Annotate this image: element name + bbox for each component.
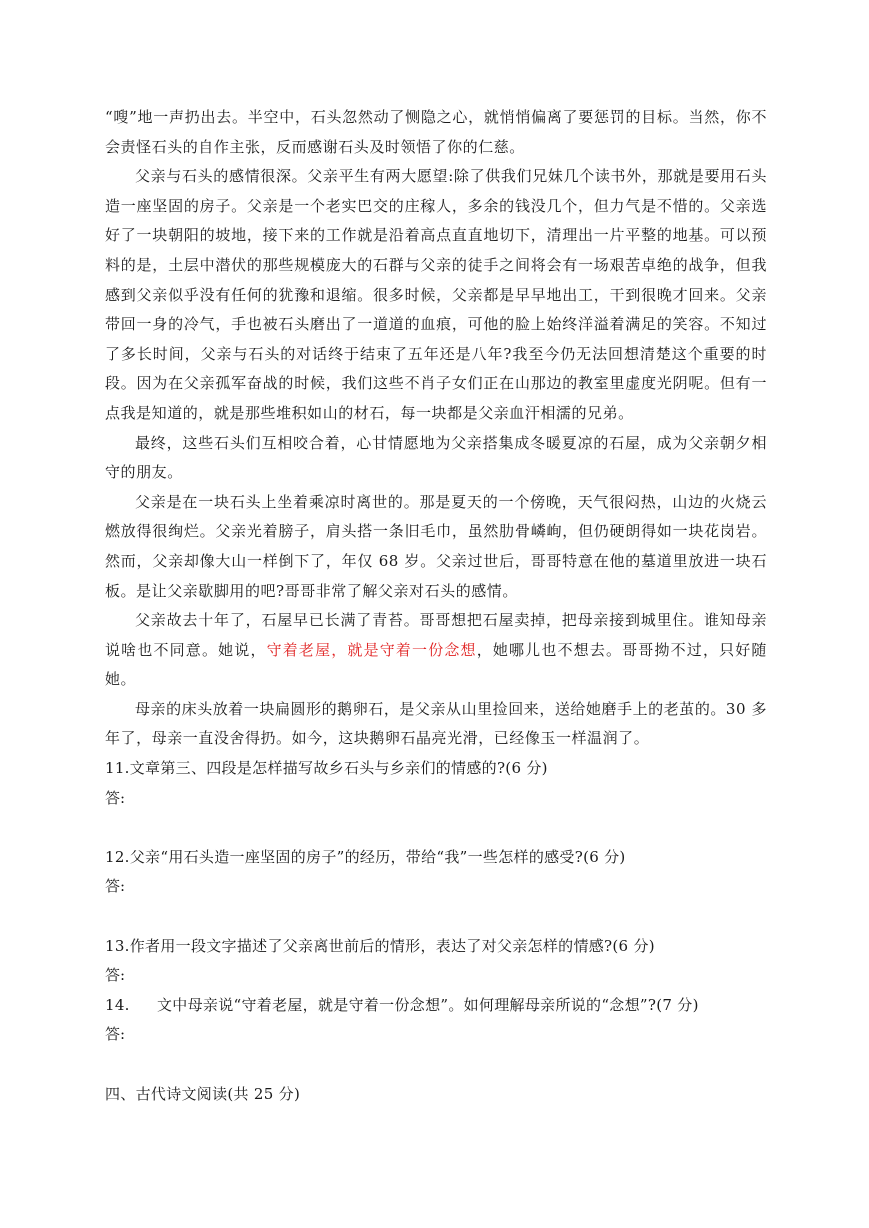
answer-space-12[interactable] <box>105 902 767 932</box>
passage-paragraph-6: 母亲的床头放着一块扁圆形的鹅卵石，是父亲从山里捡回来，送给她磨手上的老茧的。30 多年了，母亲一直没舍得扔。如今，这块鹅卵石晶亮光滑，已经像玉一样温润了。 <box>105 699 767 748</box>
answer-space-14[interactable] <box>105 1050 767 1080</box>
answer-label-13: 答: <box>105 966 126 985</box>
answer-space-11[interactable] <box>105 813 767 843</box>
passage-paragraph-2: 父亲与石头的感情很深。父亲平生有两大愿望:除了供我们兄妹几个读书外，那就是要用石头造一座坚固的房子。父亲是一个老实巴交的庄稼人，多余的钱没几个，但力气是不惜的。父亲选好了一块朝阳的坡地，接下来的工作就是沿着高点直直地切下，清理出一片平整的地基。可以预料的是，土层中潜伏的那些规模庞大的石群与父亲的徒手之间将会有一场艰苦卓绝的战争，但我感到父亲似乎没有任何的犹豫和退缩。很多时候，父亲都是早早地出工，干到很晚才回来。父亲带回一身的冷气，手也被石头磨出了一道道的血痕，可他的脸上始终洋溢着满足的笑容。不知过了多长时间，父亲与石头的对话终于结束了五年还是八年?我至今仍无法回想清楚这个重要的时段。因为在父亲孤军奋战的时候，我们这些不肖子女们正在山那边的教室里虚度光阴呢。但有一点我是知道的，就是那些堆积如山的材石，每一块都是父亲血汗相濡的兄弟。 <box>105 167 767 422</box>
question-12: 12.父亲“用石头造一座坚固的房子”的经历，带给“我”一些怎样的感受?(6 分) <box>105 847 626 866</box>
question-13: 13.作者用一段文字描述了父亲离世前后的情形，表达了对父亲怎样的情感?(6 分) <box>105 936 655 955</box>
answer-label-14: 答: <box>105 1025 126 1044</box>
answer-label-11: 答: <box>105 788 126 807</box>
document-page <box>105 103 767 1109</box>
passage-paragraph-5 <box>105 606 767 695</box>
question-11: 11.文章第三、四段是怎样描写故乡石头与乡亲们的情感的?(6 分) <box>105 759 548 778</box>
section-title: 四、古代诗文阅读(共 25 分) <box>105 1084 301 1103</box>
paragraph-5-text-end: ，她哪儿也不想去。哥哥拗不过，只好随她。 <box>105 640 767 689</box>
passage-paragraph-4: 父亲是在一块石头上坐着乘凉时离世的。那是夏天的一个傍晚，天气很闷热，山边的火烧云燃放得很绚烂。父亲光着膀子，肩头搭一条旧毛巾，虽然肋骨嶙峋，但仍硬朗得如一块花岗岩。然而，父亲却像大山一样倒下了，年仅 68 岁。父亲过世后，哥哥特意在他的墓道里放进一块石板。是让父亲歇脚用的吧?哥哥非常了解父亲对石头的感情。 <box>105 492 767 600</box>
answer-label-12: 答: <box>105 877 126 896</box>
question-14-text: 文中母亲说“守着老屋，就是守着一份念想”。如何理解母亲所说的“念想”?(7 分) <box>157 995 699 1014</box>
passage-paragraph-1: “嗖”地一声扔出去。半空中，石头忽然动了恻隐之心，就悄悄偏离了要惩罚的目标。当然，你不会责怪石头的自作主张，反而感谢石头及时领悟了你的仁慈。 <box>105 108 767 156</box>
question-14-number: 14. <box>105 995 130 1014</box>
paragraph-5-text-start: 父亲故去十年了，石屋早已长满了青苔。哥哥想把石屋卖掉，把母亲接到城里住。谁知母亲说啥也不同意。她说， <box>105 611 767 659</box>
question-14 <box>105 991 767 1021</box>
highlighted-quote: 守着老屋，就是守着一份念想 <box>266 640 477 659</box>
passage-paragraph-3: 最终，这些石头们互相咬合着，心甘情愿地为父亲搭集成冬暖夏凉的石屋，成为父亲朝夕相守的朋友。 <box>105 433 767 482</box>
